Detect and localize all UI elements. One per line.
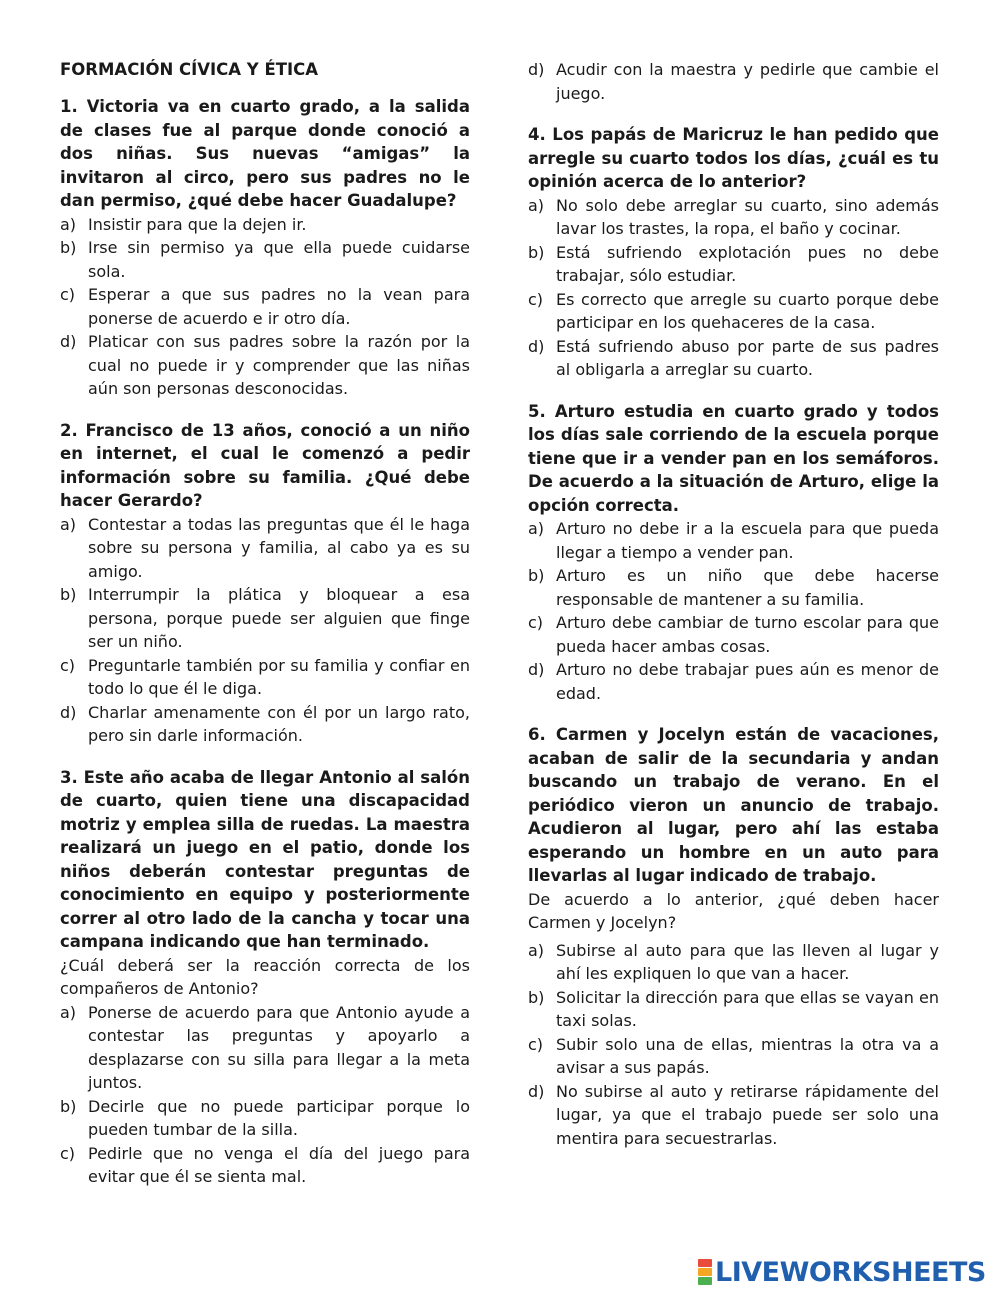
option-c[interactable]: c) Preguntarle también por su familia y confiar en todo lo que él le diga. [60,655,470,698]
logo-text: LIVEWORKSHEETS [715,1256,986,1288]
option-d[interactable]: d) Arturo no debe trabajar pues aún es menor de edad. [528,660,939,703]
question-6 [528,723,939,1150]
option-c[interactable]: c) Esperar a que sus padres no la vean para ponerse de acuerdo e ir otro día. [60,285,470,328]
logo-bar [698,1259,712,1267]
question-3 [60,766,470,1189]
options-list [60,513,470,748]
option-d[interactable]: d) Charlar amenamente con él por un largo rato, pero sin darle información. [60,702,470,745]
question-text: 4. Los papás de Maricruz le han pedido que arregle su cuarto todos los días, ¿cuál es tu opinión acerca de lo anterior? [528,125,939,191]
question-4 [528,123,939,382]
options-list [60,1001,470,1189]
question-text: 5. Arturo estudia en cuarto grado y todos los días sale corriendo de la escuela porque tiene que ir a vender pan en los semáforos. De acuerdo a la situación de Arturo, elige la opción correcta. [528,401,939,515]
option-b[interactable]: b) Interrumpir la plática y bloquear a esa persona, porque puede ser alguien que finge ser un niño. [60,585,470,651]
option-b[interactable]: b) Arturo es un niño que debe hacerse responsable de mantener a su familia. [528,566,939,609]
question-text: 3. Este año acaba de llegar Antonio al salón de cuarto, quien tiene una discapacidad motriz y emplea silla de ruedas. La maestra realizará un juego en el patio, donde los niños deberán contestar preguntas de conocimiento en equipo y posteriormente correr al otro lado de la cancha y tocar una campana indicando que han terminado. [60,767,470,951]
option-c[interactable]: c) Pedirle que no venga el día del juego para evitar que él se sienta mal. [60,1143,470,1186]
option-c[interactable]: c) Es correcto que arregle su cuarto porque debe participar en los quehaceres de la casa. [528,289,939,332]
question-text: 2. Francisco de 13 años, conoció a un niño en internet, el cual le comenzó a pedir información sobre su familia. ¿Qué debe hacer Gerardo? [60,420,470,510]
option-d[interactable]: d) No subirse al auto y retirarse rápidamente del lugar, ya que el trabajo puede ser solo una mentira para secuestrarlas. [528,1081,939,1148]
logo-bar [698,1277,712,1285]
question-2 [60,419,470,748]
question-prompt: ¿Cuál deberá ser la reacción correcta de los compañeros de Antonio? [60,955,470,998]
options-list [528,194,939,382]
option-d[interactable]: d) Está sufriendo abuso por parte de sus padres al obligarla a arreglar su cuarto. [528,336,939,379]
option-c[interactable]: c) Subir solo una de ellas, mientras la otra va a avisar a sus papás. [528,1034,939,1077]
option-b[interactable]: b) Está sufriendo explotación pues no debe trabajar, sólo estudiar. [528,242,939,285]
option-d[interactable]: d) Platicar con sus padres sobre la razón por la cual no puede ir y comprender que las niñas aún son personas desconocidas. [60,332,470,398]
option-a[interactable]: a) No solo debe arreglar su cuarto, sino además lavar los trastes, la ropa, el baño y cocinar. [528,195,939,238]
option-b[interactable]: b) Solicitar la dirección para que ellas se vayan en taxi solas. [528,987,939,1030]
question-text: 6. Carmen y Jocelyn están de vacaciones, acaban de salir de la secundaria y andan buscando un trabajo de verano. En el periódico vieron un anuncio de trabajo. Acudieron al lugar, pero ahí las estaba esperando un hombre en un auto para llevarlas al lugar indicado de trabajo. [528,725,939,885]
option-a[interactable]: a) Insistir para que la dejen ir. [60,214,307,234]
right-column [528,58,939,1168]
logo-bar [698,1268,712,1276]
options-list [528,58,939,105]
option-a[interactable]: a) Subirse al auto para que las lleven al lugar y ahí les expliquen lo que van a hacer. [528,940,939,983]
liveworksheets-logo[interactable] [698,1256,986,1288]
question-3-continued [528,58,939,105]
left-column [60,58,470,1207]
option-d[interactable]: d) Acudir con la maestra y pedirle que cambie el juego. [528,60,939,103]
page-title: FORMACIÓN CÍVICA Y ÉTICA [60,60,319,79]
options-list [528,517,939,705]
option-b[interactable]: b) Decirle que no puede participar porque lo pueden tumbar de la silla. [60,1096,470,1139]
question-text: 1. Victoria va en cuarto grado, a la salida de clases fue al parque donde conoció a dos niñas. Sus nuevas “amigas” la invitaron al circo, pero sus padres no le dan permiso, ¿qué debe hacer Guadalupe? [60,97,470,210]
question-1 [60,95,470,401]
option-a[interactable]: a) Ponerse de acuerdo para que Antonio ayude a contestar las preguntas y apoyarlo a desplazarse con su silla para llegar a la meta juntos. [60,1002,470,1092]
option-a[interactable]: a) Contestar a todas las preguntas que él le haga sobre su persona y familia, al cabo ya es su amigo. [60,514,470,581]
option-b[interactable]: b) Irse sin permiso ya que ella puede cuidarse sola. [60,238,470,281]
options-list [528,939,939,1151]
option-a[interactable]: a) Arturo no debe ir a la escuela para que pueda llegar a tiempo a vender pan. [528,519,939,562]
option-c[interactable]: c) Arturo debe cambiar de turno escolar para que pueda hacer ambas cosas. [528,613,939,656]
question-prompt: De acuerdo a lo anterior, ¿qué deben hacer Carmen y Jocelyn? [528,889,939,932]
question-5 [528,400,939,706]
liveworksheets-logo-icon [698,1259,712,1286]
options-list [60,213,470,401]
